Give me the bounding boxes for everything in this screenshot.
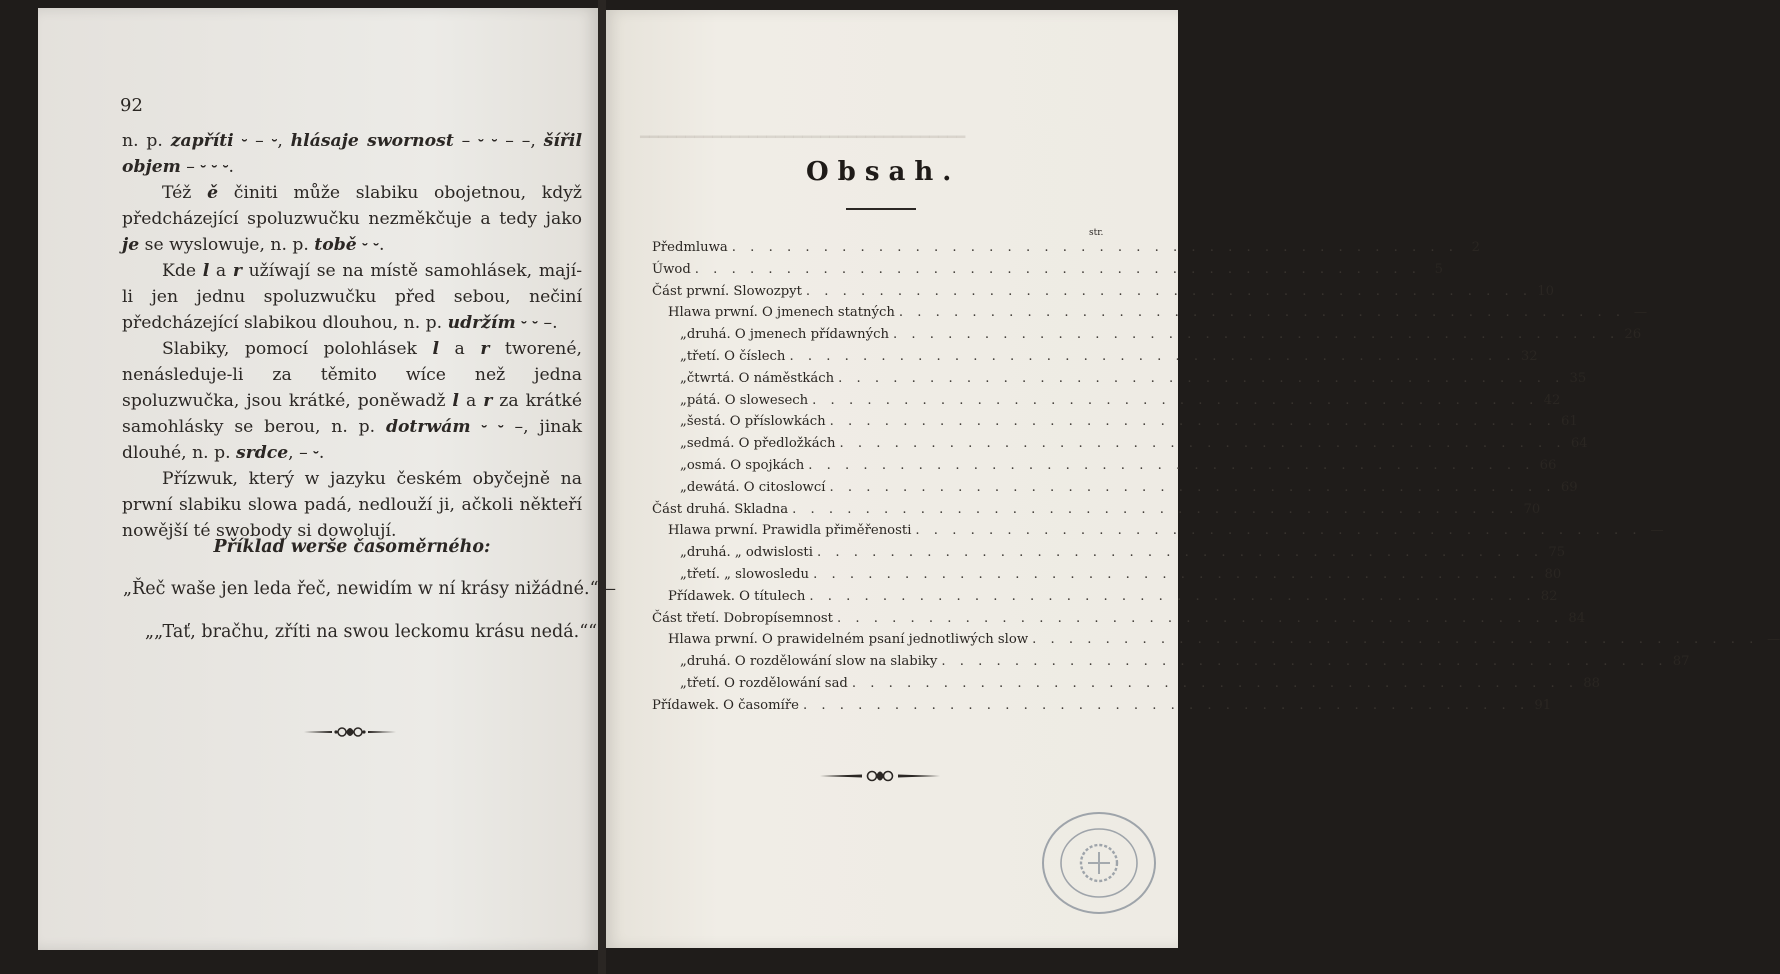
toc-entry (652, 632, 1780, 654)
dot-leader: . . . . . . . . . . . . . . . . . . . . . . . . . . . . . . . . . . . . . . . . (813, 566, 1540, 582)
toc-entry-page: 82 (1540, 588, 1558, 604)
toc-entry-page: 35 (1569, 370, 1587, 386)
text-run: tworené, nenásleduje-li za těmito wíce než jedna spoluzwučka, jsou krátké, poněwadž (122, 339, 582, 411)
toc-entry (652, 457, 1557, 480)
toc-entry-label: Část třetí. Dobropísemnost (652, 610, 833, 626)
toc-entry (652, 697, 1552, 720)
dot-leader: . . . . . . . . . . . . . . . . . . . . . . . . . . . . . . . . . . . . . . . . (941, 654, 1668, 670)
italic-term: ě (207, 183, 218, 203)
text-run: Přízwuk, který w jazyku českém obyčejně na prwní slabiku slowa padá, nedlouží ji, ačkoli někteří nowější té swobody si dowolují. (122, 469, 582, 541)
toc-entry (652, 414, 1578, 436)
table-of-contents (652, 240, 1780, 720)
italic-term: l (452, 391, 459, 411)
dot-leader: . . . . . . . . . . . . . . . . . . . . . . . . . . . . . . . . . . . . . . . . (851, 675, 1579, 691)
toc-entry-label: druhá. „ odwislosti (686, 545, 813, 561)
toc-entry-page: 2 (1471, 240, 1480, 255)
verse-line-2: „„Tať, bračhu, zříti na swou leckomu krásu nedá.““ (145, 622, 598, 642)
ditto-mark: „ (680, 457, 687, 473)
title-divider (846, 208, 916, 210)
toc-entry (652, 240, 1480, 262)
text-run: ⏑ ⏑. (356, 235, 385, 255)
toc-entry (652, 675, 1601, 698)
ditto-mark: „ (680, 675, 687, 691)
ditto-mark: „ (680, 436, 687, 452)
toc-entry-label: Přídawek. O títulech (668, 588, 806, 604)
paragraph (122, 336, 582, 466)
toc-entry (652, 588, 1558, 611)
text-run: ⏑ ⏑ –, jinak dlouhé, n. p. (122, 417, 582, 463)
dot-leader: . . . . . . . . . . . . . . . . . . . . . . . . . . . . . . . . . . . . . . . . (898, 305, 1626, 321)
toc-entry-page: — (1633, 305, 1648, 321)
italic-term: l (202, 261, 210, 281)
toc-entry-label: dewátá. O citoslowcí (686, 479, 826, 495)
toc-entry (652, 545, 1566, 567)
italic-term: l (432, 339, 439, 359)
italic-term: dotrwám (385, 417, 471, 437)
toc-entry (652, 566, 1562, 589)
italic-term: r (483, 391, 493, 411)
ornament-icon (302, 722, 398, 742)
verse-line-1: „Řeč waše jen leda řeč, newidím w ní krásy nižádné.“— (123, 579, 617, 599)
toc-entry-page: 32 (1520, 348, 1538, 364)
italic-term: srdce (236, 443, 289, 463)
toc-entry-page: — (1767, 632, 1780, 648)
text-run: za krátké samohlásky se berou, n. p. (122, 391, 582, 437)
dot-leader: . . . . . . . . . . . . . . . . . . . . . . . . . . . . . . . . . . . . . . . . (892, 327, 1620, 343)
text-run: a (439, 339, 481, 359)
text-run: činiti může slabiku obojetnou, když předcházející spoluzwučku nezměkčuje a tedy jako (122, 183, 582, 229)
contents-title: Obsah. (806, 157, 961, 187)
dot-leader: . . . . . . . . . . . . . . . . . . . . . . . . . . . . . . . . . . . . . . . . (829, 479, 1556, 495)
toc-entry-label: třetí. „ slowosledu (686, 566, 810, 582)
text-run: – ⏑ ⏑ – –, (453, 131, 544, 151)
toc-entry-page: 88 (1583, 675, 1601, 691)
text-run: – ⏑ ⏑ ⏑. (180, 157, 234, 177)
dot-leader: . . . . . . . . . . . . . . . . . . . . . . . . . . . . . . . . . . . . . . . . (789, 348, 1516, 364)
dot-leader: . . . . . . . . . . . . . . . . . . . . . . . . . . . . . . . . . . . . . . . . (838, 370, 1565, 386)
toc-entry-page: 10 (1537, 283, 1555, 299)
toc-entry (652, 305, 1648, 327)
ditto-mark: „ (680, 370, 687, 386)
toc-entry-page: 84 (1568, 610, 1586, 626)
text-run: ⏑ ⏑ –. (515, 313, 558, 333)
toc-entry-page: 69 (1560, 479, 1578, 495)
toc-entry (652, 392, 1561, 415)
toc-entry (652, 261, 1443, 284)
ditto-mark: „ (680, 348, 687, 364)
body-text (122, 128, 582, 544)
dot-leader: . . . . . . . . . . . . . . . . . . . . . . . . . . . . . . . . . . . . . . . . (808, 457, 1535, 473)
text-run: a (209, 261, 233, 281)
toc-entry-page: 64 (1570, 436, 1588, 452)
example-title: Příklad werše časoměrného: (213, 537, 491, 557)
dot-leader: . . . . . . . . . . . . . . . . . . . . . . . . . . . . . . . . . . . . . . . . (816, 545, 1544, 561)
dot-leader: . . . . . . . . . . . . . . . . . . . . . . . . . . . . . . . . . . . . . . . . (802, 697, 1530, 713)
toc-entry-label: třetí. O rozdělowání sad (686, 675, 848, 691)
toc-entry-label: Hlawa prwní. O jmenech statných (668, 305, 895, 321)
italic-term: r (232, 261, 242, 281)
dot-leader: . . . . . . . . . . . . . . . . . . . . . . . . . . . . . . . . . . . . . . . . (836, 610, 1564, 626)
toc-entry (652, 283, 1555, 306)
italic-term: udržím (447, 313, 516, 333)
toc-entry (652, 436, 1588, 458)
text-run: a (458, 391, 484, 411)
toc-entry (652, 523, 1664, 545)
toc-entry-page: 61 (1561, 414, 1578, 430)
toc-entry-label: čtwrtá. O náměstkách (686, 370, 835, 386)
toc-entry-page: 26 (1624, 327, 1642, 343)
ditto-mark: „ (680, 545, 687, 561)
italic-term: je (122, 235, 140, 255)
dot-leader: . . . . . . . . . . . . . . . . . . . . . . . . . . . . . . . . . . . . . . . . (694, 261, 1421, 277)
dot-leader: . . . . . . . . . . . . . . . . . . . . . . . . . . . . . . . . . . . . . . . . (809, 588, 1536, 604)
dot-leader: . . . . . . . . . . . . . . . . . . . . . . . . . . . . . . . . . . . . . . . . (805, 283, 1533, 299)
dot-leader: . . . . . . . . . . . . . . . . . . . . . . . . . . . . . . . . . . . . . . . . (839, 436, 1566, 452)
dot-leader: . . . . . . . . . . . . . . . . . . . . . . . . . . . . . . . . . . . . . . . . (731, 240, 1458, 255)
ditto-mark: „ (680, 654, 687, 670)
dot-leader: . . . . . . . . . . . . . . . . . . . . . . . . . . . . . . . . . . . . . . . . (812, 392, 1539, 408)
page-number: 92 (120, 95, 143, 116)
toc-entry-page: 42 (1543, 392, 1561, 408)
toc-entry (652, 610, 1586, 633)
dot-leader: . . . . . . . . . . . . . . . . . . . . . . . . . . . . . . . . . . . . . . . . (792, 501, 1519, 517)
book-gutter (598, 0, 606, 974)
toc-entry-page: — (1650, 523, 1664, 539)
toc-entry-label: Část druhá. Skladna (652, 501, 789, 517)
ditto-mark: „ (680, 414, 687, 430)
toc-entry-label: Hlawa prwní. O prawidelném psaní jednotliwých slow (668, 632, 1029, 648)
toc-entry-page: 80 (1544, 566, 1562, 582)
toc-entry-label: Úwod (652, 261, 691, 277)
toc-entry-label: Část prwní. Slowozpyt (652, 283, 802, 299)
text-run: Kde (162, 261, 203, 281)
toc-entry-label: třetí. O číslech (686, 348, 786, 364)
text-run: Též (162, 183, 208, 203)
toc-entry-label: druhá. O rozdělowání slow na slabiky (686, 654, 938, 670)
toc-entry-label: Hlawa prwní. Prawidla přiměřenosti (668, 523, 912, 539)
toc-entry-label: druhá. O jmenech přídawných (686, 327, 889, 343)
toc-entry-page: 66 (1539, 457, 1557, 473)
paragraph (122, 258, 582, 336)
toc-entry (652, 348, 1538, 371)
italic-term: zapříti (170, 131, 234, 151)
paragraph (122, 180, 582, 258)
text-run: , – ⏑. (288, 443, 325, 463)
toc-entry (652, 654, 1690, 676)
toc-entry-page: 5 (1434, 261, 1443, 277)
toc-entry-page: 70 (1523, 501, 1541, 517)
toc-entry (652, 370, 1587, 393)
italic-term: r (480, 339, 490, 359)
toc-entry-page: 91 (1534, 697, 1552, 713)
dot-leader: . . . . . . . . . . . . . . . . . . . . . . . . . . . . . . . . . . . . . . . . (915, 523, 1642, 539)
toc-entry-label: šestá. O příslowkách (686, 414, 826, 430)
dot-leader: . . . . . . . . . . . . . . . . . . . . . . . . . . . . . . . . . . . . . . . . (829, 414, 1556, 430)
italic-term: šířil objem (122, 131, 582, 177)
toc-entry-label: Přídawek. O časomíře (652, 697, 799, 713)
text-run: užíwají se na místě samohlásek, mají-li jen jednu spoluzwučku před sebou, nečiní předcházející slabikou dlouhou, n. p. (122, 261, 582, 333)
toc-entry-label: pátá. O slowesech (686, 392, 809, 408)
toc-entry-label: Předmluwa (652, 240, 728, 255)
page-column-label: str. (1089, 228, 1104, 238)
italic-term: tobě (314, 235, 357, 255)
italic-term: hlásaje swornost (290, 131, 454, 151)
paragraph (122, 128, 582, 180)
library-stamp-icon (1038, 808, 1160, 918)
ditto-mark: „ (680, 327, 687, 343)
toc-entry-label: osmá. O spojkách (686, 457, 805, 473)
text-run: n. p. (122, 131, 171, 151)
ditto-mark: „ (680, 566, 687, 582)
paragraph (122, 466, 582, 544)
ornament-icon (818, 766, 942, 786)
toc-entry (652, 479, 1578, 502)
toc-entry (652, 327, 1642, 349)
ditto-mark: „ (680, 392, 687, 408)
toc-entry-page: 75 (1548, 545, 1566, 561)
toc-entry (652, 501, 1541, 524)
text-run: Slabiky, pomocí polohlásek (162, 339, 433, 359)
toc-entry-page: 87 (1672, 654, 1690, 670)
dot-leader: . . . . . . . . . . . . . . . . . . . . . . . . . . . . . . . . . . . . . . . . (1032, 632, 1759, 648)
text-run: se wyslowuje, n. p. (139, 235, 315, 255)
ditto-mark: „ (680, 479, 687, 495)
text-run: ⏑ – ⏑, (233, 131, 291, 151)
bleed-through-text: ━━━━━━━━━━━━━━━━━━━━━━━━━━━━━━━━━━━━ (640, 128, 966, 146)
toc-entry-label: sedmá. O předložkách (686, 436, 836, 452)
